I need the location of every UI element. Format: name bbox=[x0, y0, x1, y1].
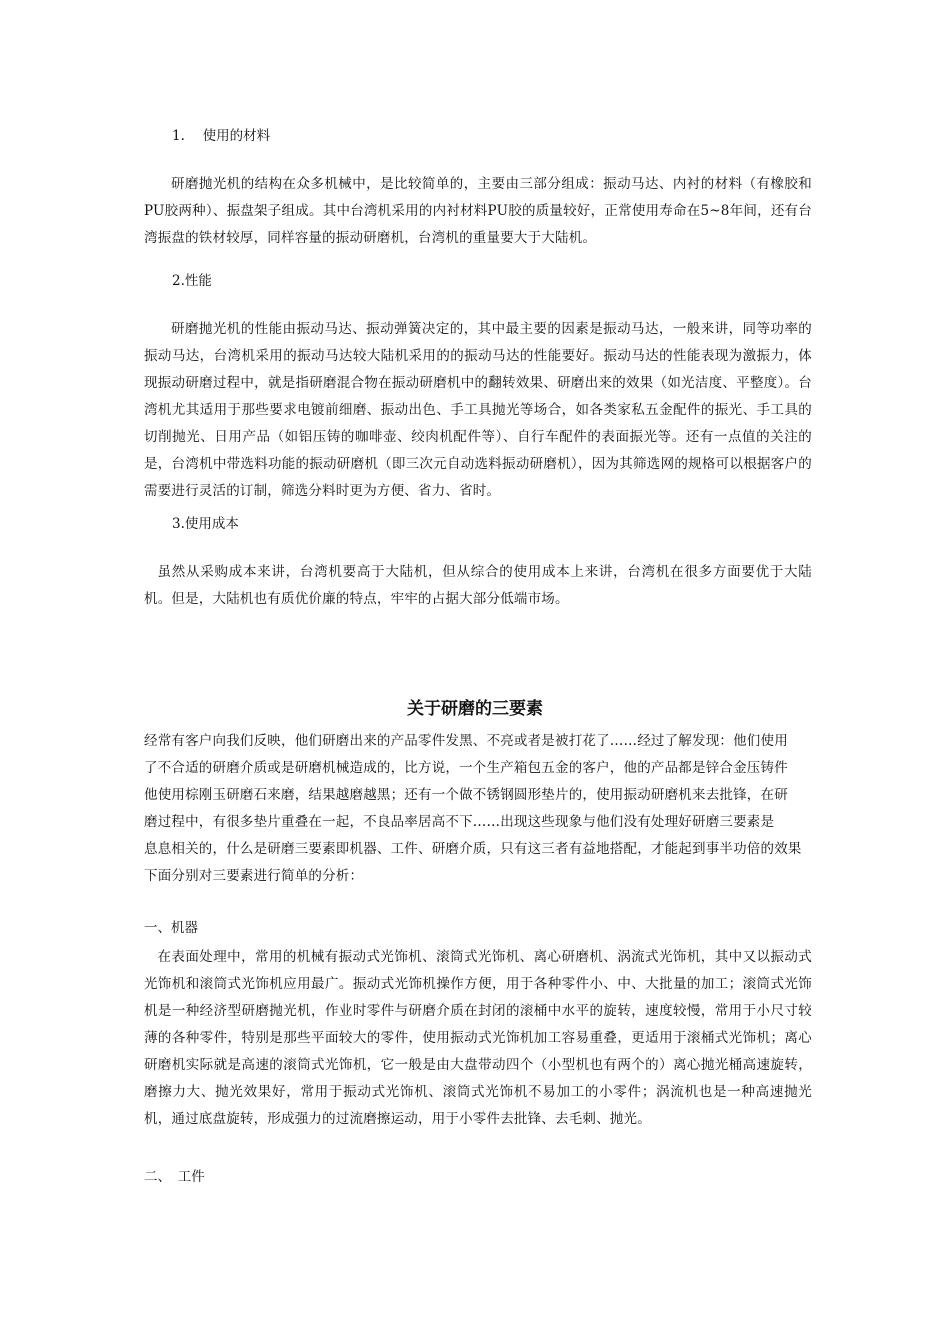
article-intro bbox=[144, 728, 824, 890]
intro-line: 下面分别对三要素进行简单的分析： bbox=[144, 868, 364, 884]
machine-heading: 一、机器 bbox=[144, 920, 198, 936]
intro-line: 息息相关的，什么是研磨三要素即机器、工件、研磨介质，只有这三者有益地搭配，才能起到事半功倍的效果 bbox=[144, 841, 802, 857]
article-title: 关于研磨的三要素 bbox=[407, 699, 543, 719]
intro-line: 他使用棕刚玉研磨石来磨，结果越磨越黑；还有一个做不锈钢圆形垫片的，使用振动研磨机来去批锋，在研 bbox=[144, 787, 788, 803]
section3-body: 虽然从采购成本来讲，台湾机要高于大陆机，但从综合的使用成本上来讲，台湾机在很多方面要优于大陆机。但是，大陆机也有质优价廉的特点，牢牢的占据大部分低端市场。 bbox=[144, 564, 812, 607]
machine-body: 在表面处理中，常用的机械有振动式光饰机、滚筒式光饰机、离心研磨机、涡流式光饰机，其中又以振动式光饰机和滚筒式光饰机应用最广。振动式光饰机操作方便，用于各种零件小、中、大批量的加工；滚筒式光饰机是一种经济型研磨抛光机，作业时零件与研磨介质在封闭的滚桶中水平的旋转，速度较慢，常用于小尺寸较薄的各种零件，特别是那些平面较大的零件，使用振动式光饰机加工容易重叠，更适用于滚桶式光饰机；离心研磨机实际就是高速的滚筒式光饰机，它一般是由大盘带动四个（小型机也有两个的）离心抛光桶高速旋转，磨擦力大、抛光效果好，常用于振动式光饰机、滚筒式光饰机不易加工的小零件；涡流机也是一种高速抛光机，通过底盘旋转，形成强力的过流磨擦运动，用于小零件去批锋、去毛刺、抛光。 bbox=[144, 949, 812, 1127]
section2-heading: 2.性能 bbox=[172, 273, 212, 289]
section1-heading: 1. 使用的材料 bbox=[172, 128, 271, 144]
workpiece-heading: 二、 工件 bbox=[144, 1169, 205, 1185]
intro-line: 经常有客户向我们反映，他们研磨出来的产品零件发黑、不亮或者是被打花了……经过了解发现：他们使用 bbox=[144, 733, 788, 749]
intro-line: 磨过程中，有很多垫片重叠在一起，不良品率居高不下……出现这些现象与他们没有处理好研磨三要素是 bbox=[144, 814, 775, 830]
section3-heading: 3.使用成本 bbox=[172, 516, 239, 532]
intro-line: 了不合适的研磨介质或是研磨机械造成的，比方说，一个生产箱包五金的客户，他的产品都是锌合金压铸件 bbox=[144, 760, 788, 776]
section1-body: 研磨抛光机的结构在众多机械中，是比较简单的，主要由三部分组成：振动马达、内衬的材料（有橡胶和PU胶两种）、振盘架子组成。其中台湾机采用的内衬材料PU胶的质量较好，正常使用寿命在5~8年间，还有台湾振盘的铁材较厚，同样容量的振动研磨机，台湾机的重量要大于大陆机。 bbox=[144, 176, 812, 246]
section2-body: 研磨抛光机的性能由振动马达、振动弹簧决定的，其中最主要的因素是振动马达，一般来讲，同等功率的振动马达，台湾机采用的振动马达较大陆机采用的的振动马达的性能要好。振动马达的性能表现为激振力，体现振动研磨过程中，就是指研磨混合物在振动研磨机中的翻转效果、研磨出来的效果（如光洁度、平整度）。台湾机尤其适用于那些要求电镀前细磨、振动出色、手工具抛光等场合，如各类家私五金配件的振光、手工具的切削抛光、日用产品（如铝压铸的咖啡壶、绞肉机配件等）、自行车配件的表面振光等。还有一点值的关注的是，台湾机中带选料功能的振动研磨机（即三次元自动选料振动研磨机），因为其筛选网的规格可以根据客户的需要进行灵活的订制，筛选分料时更为方便、省力、省时。 bbox=[144, 321, 812, 499]
